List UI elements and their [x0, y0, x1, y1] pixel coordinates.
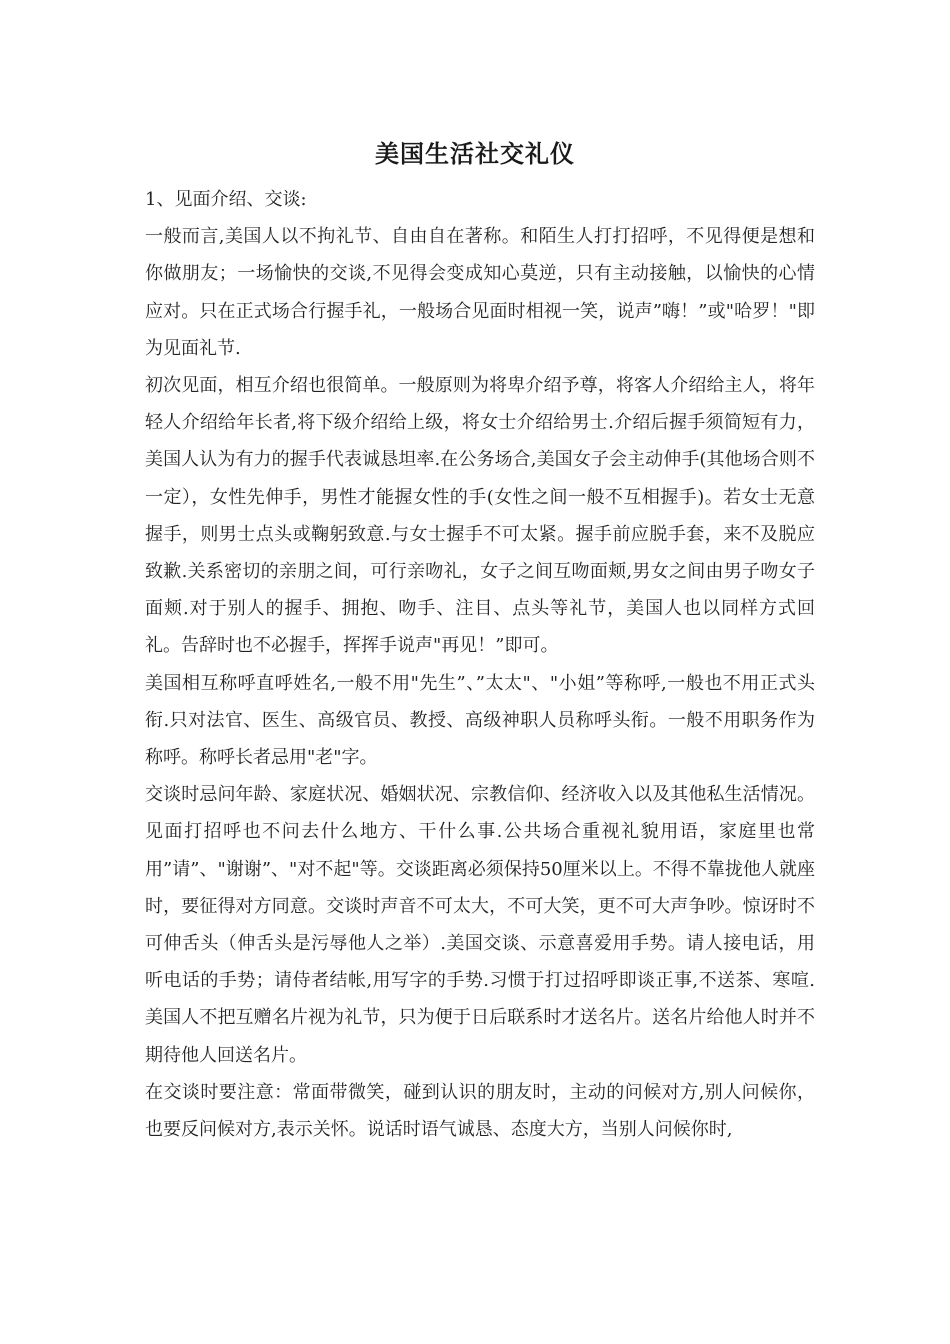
document-body [145, 181, 815, 1148]
paragraph: 美国相互称呼直呼姓名,一般不用"先生”、”太太"、"小姐”等称呼,一般也不用正式头衔.只对法官、医生、高级官员、教授、高级神职人员称呼头衔。一般不用职务作为称呼。称呼长者忌用"老"字。 [145, 672, 815, 769]
section-heading: 1、见面介绍、交谈: [145, 189, 307, 210]
document-title: 美国生活社交礼仪 [375, 139, 575, 168]
paragraph: 一般而言,美国人以不拘礼节、自由自在著称。和陌生人打打招呼，不见得便是想和你做朋友；一场愉快的交谈,不见得会变成知心莫逆，只有主动接触，以愉快的心情应对。只在正式场合行握手礼，一般场合见面时相视一笑，说声”嗨！”或"哈罗！"即为见面礼节. [145, 226, 815, 359]
paragraph: 交谈时忌问年龄、家庭状况、婚姻状况、宗教信仰、经济收入以及其他私生活情况。见面打招呼也不问去什么地方、干什么事.公共场合重视礼貌用语，家庭里也常用”请”、"谢谢”、"对不起"等。交谈距离必须保持50厘米以上。不得不靠拢他人就座时，要征得对方同意。交谈时声音不可太大，不可大笑，更不可大声争吵。惊讶时不可伸舌头（伸舌头是污辱他人之举）.美国交谈、示意喜爱用手势。请人接电话，用听电话的手势；请侍者结帐,用写字的手势.习惯于打过招呼即谈正事,不送茶、寒喧.美国人不把互赠名片视为礼节，只为便于日后联系时才送名片。送名片给他人时并不期待他人回送名片。 [145, 784, 815, 1066]
paragraph: 在交谈时要注意：常面带微笑，碰到认识的朋友时，主动的问候对方,别人问候你，也要反问候对方,表示关怀。说话时语气诚恳、态度大方，当别人问候你时, [145, 1081, 815, 1141]
paragraph: 初次见面，相互介绍也很简单。一般原则为将卑介绍予尊，将客人介绍给主人，将年轻人介绍给年长者,将下级介绍给上级，将女士介绍给男士.介绍后握手须简短有力，美国人认为有力的握手代表诚恳坦率.在公务场合,美国女子会主动伸手(其他场合则不一定），女性先伸手，男性才能握女性的手(女性之间一般不互相握手)。若女士无意握手，则男士点头或鞠躬致意.与女士握手不可太紧。握手前应脱手套，来不及脱应致歉.关系密切的亲朋之间，可行亲吻礼，女子之间互吻面颊,男女之间由男子吻女子面颊.对于别人的握手、拥抱、吻手、注目、点头等礼节，美国人也以同样方式回礼。告辞时也不必握手，挥挥手说声"再见！”即可。 [145, 375, 815, 657]
